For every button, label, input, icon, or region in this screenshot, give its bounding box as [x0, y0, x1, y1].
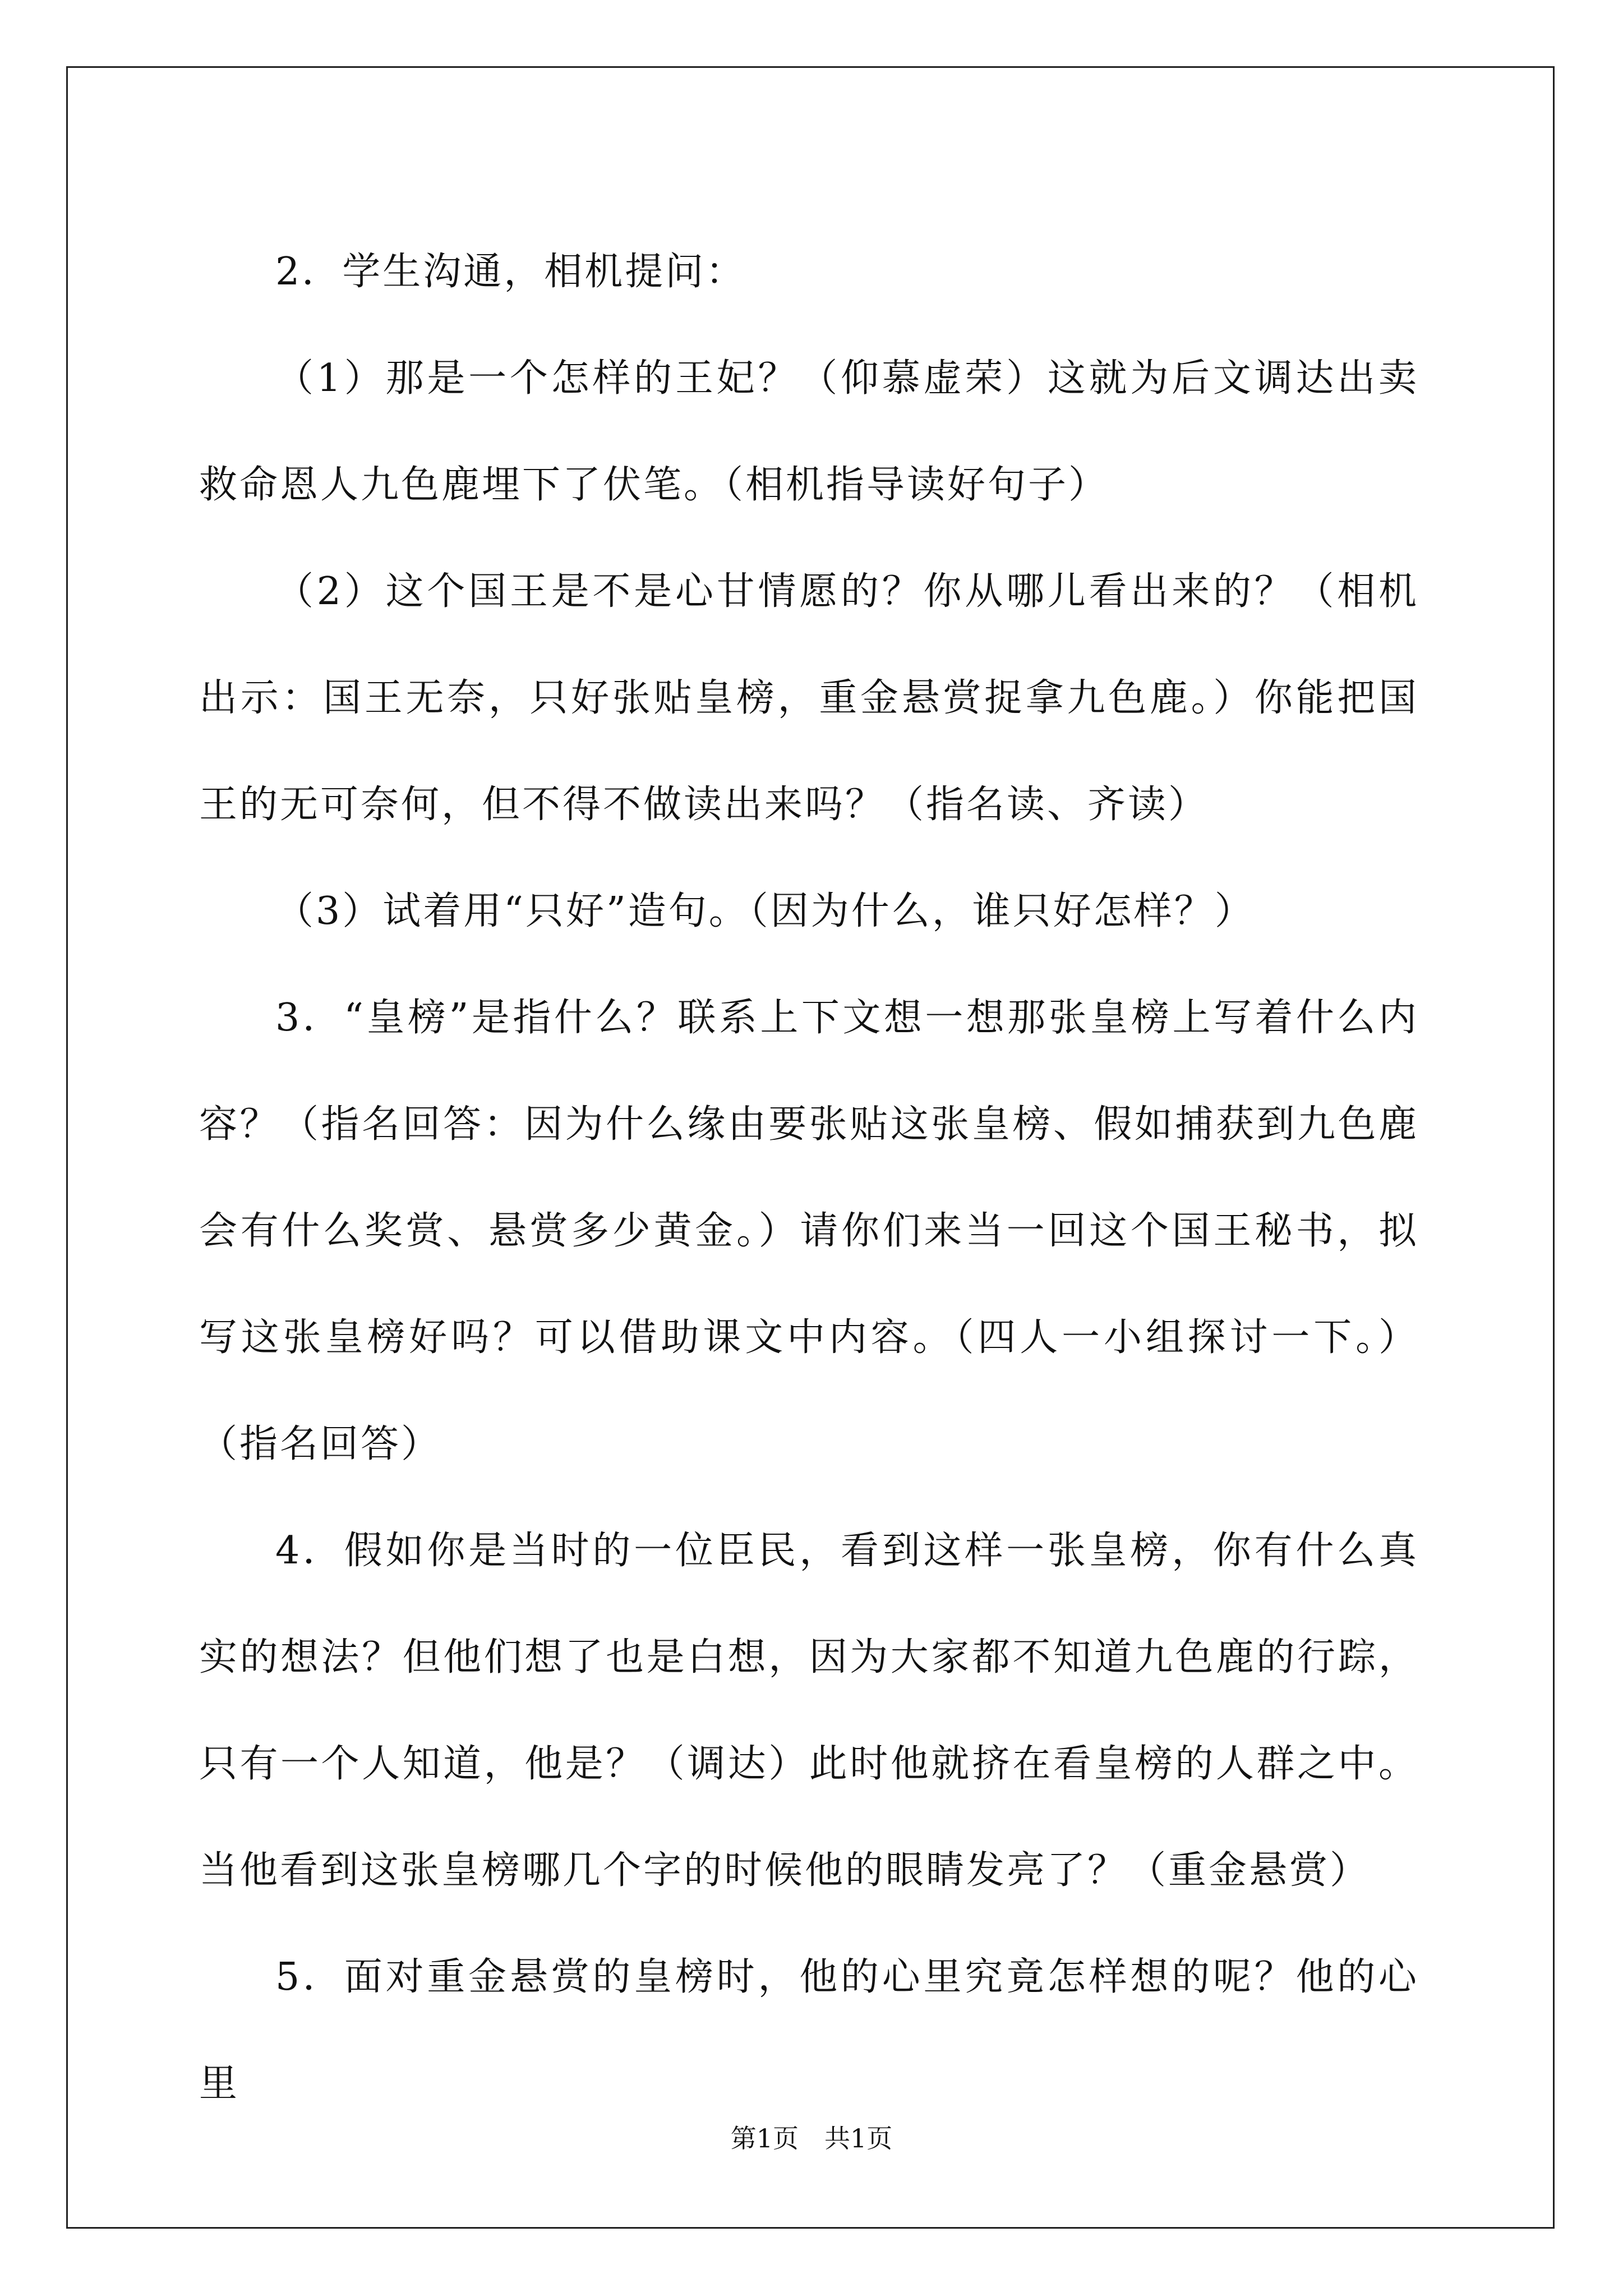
paragraph-3: （2）这个国王是不是心甘情愿的？你从哪儿看出来的？（相机出示：国王无奈，只好张贴皇榜，重金悬赏捉拿九色鹿。）你能把国王的无可奈何，但不得不做读出来吗？（指名读、齐读） [199, 569, 1419, 827]
paragraph-5: 3．“皇榜”是指什么？联系上下文想一想那张皇榜上写着什么内容？（指名回答：因为什么缘由要张贴这张皇榜、假如捕获到九色鹿会有什么奖赏、悬赏多少黄金。）请你们来当一回这个国王秘书，拟写这张皇榜好吗？可以借助课文中内容。（四人一小组探讨一下。）（指名回答） [199, 996, 1419, 1466]
paragraph-6: 4．假如你是当时的一位臣民，看到这样一张皇榜，你有什么真实的想法？但他们想了也是白想，因为大家都不知道九色鹿的行踪，只有一个人知道，他是？（调达）此时他就挤在看皇榜的人群之中。当他看到这张皇榜哪几个字的时候他的眼睛发亮了？（重金悬赏） [199, 1529, 1419, 1893]
document-body [199, 219, 1419, 2137]
paragraph-4: （3）试着用“只好”造句。（因为什么，谁只好怎样？） [275, 889, 1255, 933]
paragraph-2: （1）那是一个怎样的王妃？（仰慕虚荣）这就为后文调达出卖救命恩人九色鹿埋下了伏笔。（相机指导读好句子） [199, 356, 1419, 507]
paragraph-7: 5．面对重金悬赏的皇榜时，他的心里究竟怎样想的呢？他的心里 [199, 1955, 1419, 2106]
paragraph-1: 2．学生沟通，相机提问： [275, 250, 746, 294]
page-footer: 第1页 共1页 [730, 2123, 893, 2154]
